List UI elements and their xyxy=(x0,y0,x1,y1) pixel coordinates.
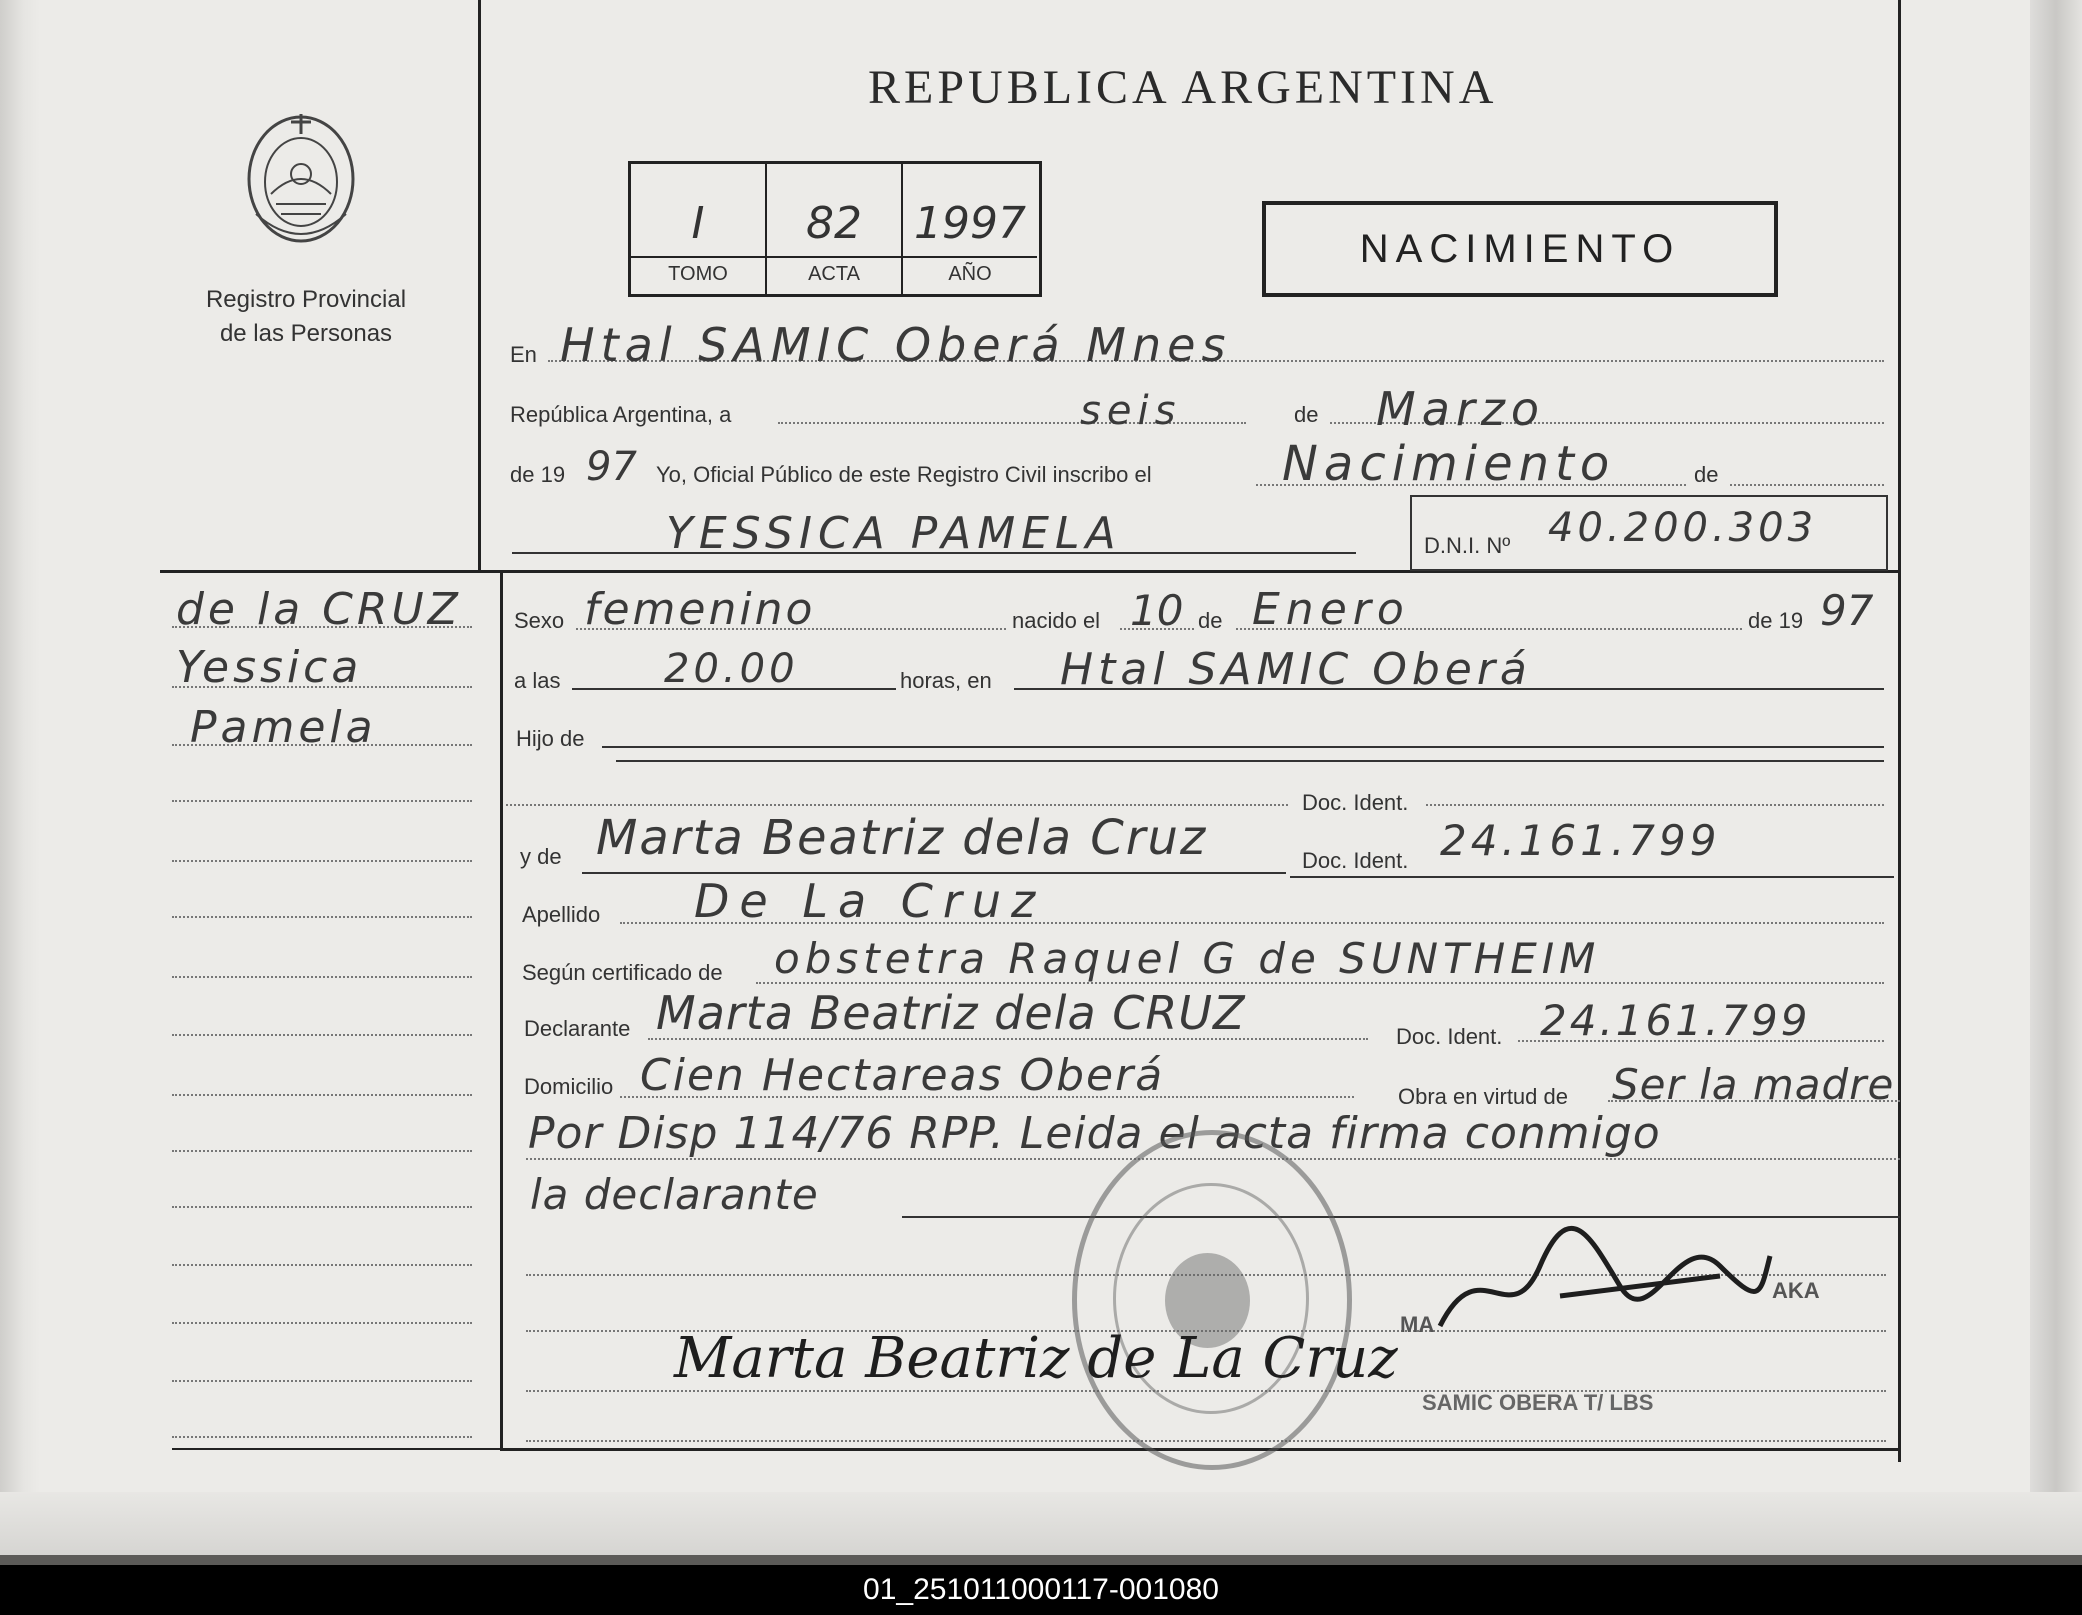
country-title: REPUBLICA ARGENTINA xyxy=(868,61,1498,114)
dni-box xyxy=(1410,495,1888,571)
y-de-label: y de xyxy=(520,844,562,869)
dni-value: 40.200.303 xyxy=(1548,505,1818,551)
birth-place-value: Htal SAMIC Oberá xyxy=(1060,644,1532,695)
declarant-value: Marta Beatriz dela CRUZ xyxy=(656,986,1246,1040)
declarant-doc-value: 24.161.799 xyxy=(1540,996,1811,1045)
acta-value: 82 xyxy=(806,198,862,249)
domicile-value: Cien Hectareas Oberá xyxy=(640,1050,1165,1101)
a-las-label: a las xyxy=(514,668,561,693)
de-line-2 xyxy=(1730,484,1884,486)
right-border xyxy=(1898,0,1901,1462)
margin-note-2: Yessica xyxy=(176,642,363,693)
de-label-2: de xyxy=(1694,462,1719,487)
place-value: Htal SAMIC Oberá Mnes xyxy=(560,318,1232,372)
hijo-de-label: Hijo de xyxy=(516,726,585,751)
image-id-bar: 01_251011000117-001080 xyxy=(0,1565,2082,1615)
surname-value: De La Cruz xyxy=(694,874,1046,928)
page-edge xyxy=(2030,0,2082,1555)
nacido-el-label: nacido el xyxy=(1012,608,1101,633)
tomo-value: I xyxy=(691,198,705,249)
registry-name-line2: de las Personas xyxy=(219,320,393,347)
notes-line-1-value: Por Disp 114/76 RPP. Leida el acta firma conmigo xyxy=(528,1108,1661,1159)
ano-label: AÑO xyxy=(903,256,1037,290)
margin-line-5 xyxy=(172,860,472,862)
margin-line-6 xyxy=(172,916,472,918)
official-stamp-text-2: AKA xyxy=(1772,1278,1820,1303)
page-bottom-edge xyxy=(0,1492,2082,1555)
left-column-divider-bottom xyxy=(500,573,503,1451)
acta-label: ACTA xyxy=(767,256,901,290)
bottom-border-left xyxy=(172,1448,502,1450)
margin-line-8 xyxy=(172,1034,472,1036)
margin-note-3: Pamela xyxy=(190,702,377,753)
domicilio-label: Domicilio xyxy=(524,1074,614,1099)
tomo-label: TOMO xyxy=(631,256,765,290)
mother-value: Marta Beatriz dela Cruz xyxy=(596,810,1208,866)
inscribed-value: Nacimiento xyxy=(1282,436,1616,492)
en-label: En xyxy=(510,342,537,367)
doc-ident-label-3: Doc. Ident. xyxy=(1396,1024,1503,1049)
month-value: Marzo xyxy=(1376,382,1546,436)
father-line-2 xyxy=(616,760,1884,762)
year-suffix: 97 xyxy=(586,444,637,490)
margin-line-10 xyxy=(172,1150,472,1152)
mother-doc-line xyxy=(1290,876,1894,878)
margin-line-9 xyxy=(172,1094,472,1096)
birth-month-value: Enero xyxy=(1252,584,1410,635)
father-doc-value-line xyxy=(1426,804,1884,806)
republica-label: República Argentina, a xyxy=(510,402,732,427)
horas-en-label: horas, en xyxy=(900,668,992,693)
father-line xyxy=(602,746,1884,748)
certificate-value: obstetra Raquel G de SUNTHEIM xyxy=(774,934,1601,983)
ano-value: 1997 xyxy=(914,198,1026,249)
margin-line-7 xyxy=(172,976,472,978)
declarante-label: Declarante xyxy=(524,1016,631,1041)
ano-cell xyxy=(903,164,1037,294)
hour-value: 20.00 xyxy=(664,646,799,692)
father-doc-line xyxy=(506,804,1288,806)
tomo-cell xyxy=(631,164,767,294)
acta-cell xyxy=(767,164,903,294)
official-stamp-text-1: MA xyxy=(1400,1312,1435,1337)
birth-year-value: 97 xyxy=(1820,586,1874,635)
margin-line-14 xyxy=(172,1380,472,1382)
doc-ident-label-1: Doc. Ident. xyxy=(1302,790,1409,815)
left-column-divider-top xyxy=(478,0,481,573)
obra-value: Ser la madre xyxy=(1612,1060,1895,1109)
de-19-label: de 19 xyxy=(510,462,566,487)
yo-oficial-label: Yo, Oficial Público de este Registro Civil inscribo el xyxy=(656,462,1152,487)
official-signature-icon xyxy=(1420,1206,1780,1356)
act-type-box: NACIMIENTO xyxy=(1262,201,1778,297)
day-value: seis xyxy=(1080,388,1182,434)
apellido-label: Apellido xyxy=(522,902,601,927)
mother-doc-value: 24.161.799 xyxy=(1440,816,1721,865)
book-binding xyxy=(0,0,40,1555)
registry-stamp xyxy=(1072,1130,1352,1470)
birth-day-value: 10 xyxy=(1130,586,1184,635)
margin-line-11 xyxy=(172,1206,472,1208)
margin-line-4 xyxy=(172,800,472,802)
register-table xyxy=(628,161,1042,297)
de-label-1: de xyxy=(1294,402,1319,427)
province-crest-icon xyxy=(236,104,366,254)
obra-virtud-label: Obra en virtud de xyxy=(1398,1084,1568,1109)
dni-label: D.N.I. Nº xyxy=(1424,533,1511,558)
de-label-3: de xyxy=(1198,608,1223,633)
sexo-value: femenino xyxy=(584,584,816,635)
doc-ident-label-2: Doc. Ident. xyxy=(1302,848,1409,873)
sexo-label: Sexo xyxy=(514,608,565,633)
segun-cert-label: Según certificado de xyxy=(522,960,723,985)
margin-note-1: de la CRUZ xyxy=(176,584,462,635)
margin-line-15 xyxy=(172,1436,472,1438)
official-stamp-text-3: SAMIC OBERA T/ LBS xyxy=(1422,1390,1654,1415)
declarant-signature: Marta Beatriz de La Cruz xyxy=(674,1326,1398,1391)
name-value: YESSICA PAMELA xyxy=(666,508,1122,559)
notes-line-2-value: la declarante xyxy=(530,1170,819,1219)
de-19b-label: de 19 xyxy=(1748,608,1804,633)
registry-name-line1: Registro Provincial xyxy=(205,286,407,313)
margin-line-13 xyxy=(172,1322,472,1324)
margin-line-12 xyxy=(172,1264,472,1266)
